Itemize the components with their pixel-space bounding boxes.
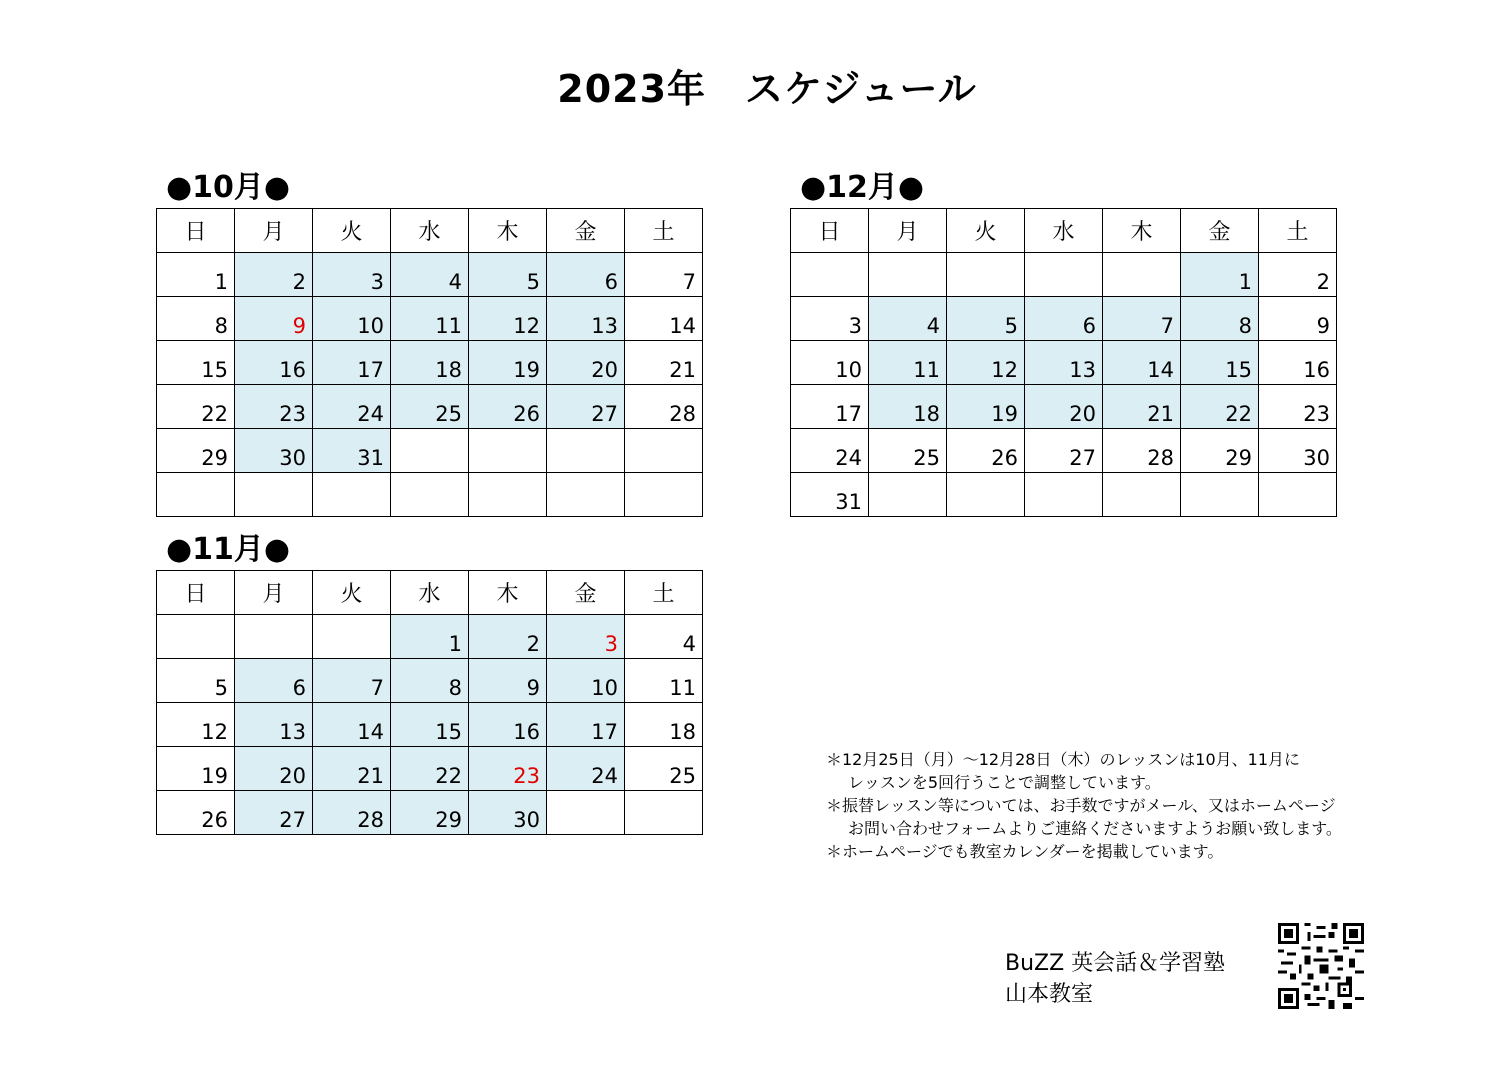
weekday-cell: 金: [547, 209, 625, 253]
weekday-cell: 木: [469, 209, 547, 253]
day-cell: 28: [1103, 429, 1181, 473]
day-cell: 10: [791, 341, 869, 385]
day-cell: [1103, 253, 1181, 297]
day-cell: 1: [1181, 253, 1259, 297]
day-cell: [547, 791, 625, 835]
weekday-cell: 土: [625, 209, 703, 253]
day-cell: 18: [391, 341, 469, 385]
note-line: レッスンを5回行うことで調整しています。: [848, 773, 1161, 792]
day-cell: 21: [625, 341, 703, 385]
month-label-october: ●10月●: [166, 170, 291, 205]
day-cell: 27: [547, 385, 625, 429]
day-cell: 30: [1259, 429, 1337, 473]
day-cell: 21: [313, 747, 391, 791]
day-cell: 15: [391, 703, 469, 747]
weekday-cell: 月: [869, 209, 947, 253]
day-cell: 16: [1259, 341, 1337, 385]
day-cell: 26: [469, 385, 547, 429]
day-cell: 27: [1025, 429, 1103, 473]
day-cell: 17: [791, 385, 869, 429]
day-cell: 26: [947, 429, 1025, 473]
day-cell: 18: [869, 385, 947, 429]
weekday-cell: 火: [313, 209, 391, 253]
day-cell: 2: [1259, 253, 1337, 297]
day-cell: 8: [1181, 297, 1259, 341]
week-row: [157, 253, 703, 297]
week-row: [791, 341, 1337, 385]
day-cell: 5: [469, 253, 547, 297]
day-cell: [625, 791, 703, 835]
weekday-header-row: [791, 209, 1337, 253]
notes: [826, 748, 1342, 863]
day-cell: 24: [547, 747, 625, 791]
day-cell: 26: [157, 791, 235, 835]
calendar-november: [156, 570, 703, 835]
week-row: [791, 385, 1337, 429]
week-row: [157, 341, 703, 385]
school-branch: 山本教室: [1005, 982, 1094, 1007]
day-cell: [947, 253, 1025, 297]
day-cell: [625, 429, 703, 473]
week-row: [157, 473, 703, 517]
week-row: [157, 615, 703, 659]
weekday-cell: 日: [157, 209, 235, 253]
week-row: [791, 253, 1337, 297]
note-line: ＊12月25日（月）～12月28日（木）のレッスンは10月、11月に: [826, 750, 1300, 769]
calendar-october: [156, 208, 703, 517]
day-cell: 31: [313, 429, 391, 473]
day-cell: [235, 473, 313, 517]
day-cell: 31: [791, 473, 869, 517]
weekday-header-row: [157, 209, 703, 253]
day-cell: 20: [1025, 385, 1103, 429]
day-cell: 1: [157, 253, 235, 297]
day-cell: 14: [1103, 341, 1181, 385]
day-cell: 10: [313, 297, 391, 341]
day-cell: 4: [391, 253, 469, 297]
day-cell: [1103, 473, 1181, 517]
day-cell: 1: [391, 615, 469, 659]
day-cell: 10: [547, 659, 625, 703]
day-cell: 18: [625, 703, 703, 747]
day-cell: 2: [469, 615, 547, 659]
school-name: BuZZ 英会話＆学習塾: [1005, 951, 1226, 976]
day-cell: 19: [157, 747, 235, 791]
day-cell: 12: [947, 341, 1025, 385]
day-cell: 22: [1181, 385, 1259, 429]
day-cell: 4: [869, 297, 947, 341]
day-cell: [947, 473, 1025, 517]
weekday-header-row: [157, 571, 703, 615]
day-cell: 28: [625, 385, 703, 429]
day-cell: [313, 615, 391, 659]
day-cell: 15: [1181, 341, 1259, 385]
day-cell: 7: [625, 253, 703, 297]
week-row: [157, 659, 703, 703]
weekday-cell: 木: [469, 571, 547, 615]
page-title: 2023年 スケジュール: [557, 67, 977, 111]
weekday-cell: 金: [1181, 209, 1259, 253]
day-cell: [469, 429, 547, 473]
day-cell: 3: [313, 253, 391, 297]
day-cell: 13: [1025, 341, 1103, 385]
weekday-cell: 水: [1025, 209, 1103, 253]
day-cell: [547, 473, 625, 517]
month-label-december: ●12月●: [800, 170, 925, 205]
day-cell: 24: [791, 429, 869, 473]
day-cell: [869, 473, 947, 517]
day-cell: 14: [313, 703, 391, 747]
day-cell: 29: [157, 429, 235, 473]
note-line: ＊振替レッスン等については、お手数ですがメール、又はホームページ: [826, 796, 1336, 815]
day-cell: [235, 615, 313, 659]
weekday-cell: 火: [313, 571, 391, 615]
note-line: ＊ホームページでも教室カレンダーを掲載しています。: [826, 842, 1224, 861]
day-cell: 28: [313, 791, 391, 835]
day-cell: [791, 253, 869, 297]
day-cell: [391, 473, 469, 517]
week-row: [791, 297, 1337, 341]
day-cell: [625, 473, 703, 517]
school-info: [1005, 948, 1225, 1010]
day-cell: 13: [547, 297, 625, 341]
day-cell: 19: [947, 385, 1025, 429]
day-cell: 16: [469, 703, 547, 747]
day-cell: [157, 615, 235, 659]
week-row: [791, 429, 1337, 473]
day-cell: 12: [157, 703, 235, 747]
day-cell: 27: [235, 791, 313, 835]
weekday-cell: 水: [391, 209, 469, 253]
day-cell: 23: [1259, 385, 1337, 429]
day-cell: 30: [469, 791, 547, 835]
day-cell: 15: [157, 341, 235, 385]
day-cell: 2: [235, 253, 313, 297]
day-cell: 11: [391, 297, 469, 341]
day-cell: 19: [469, 341, 547, 385]
day-cell: 29: [1181, 429, 1259, 473]
day-cell: 24: [313, 385, 391, 429]
day-cell: 13: [235, 703, 313, 747]
weekday-cell: 土: [625, 571, 703, 615]
day-cell: 11: [869, 341, 947, 385]
day-cell: 9: [235, 297, 313, 341]
day-cell: [469, 473, 547, 517]
day-cell: 6: [1025, 297, 1103, 341]
day-cell: 5: [157, 659, 235, 703]
weekday-cell: 木: [1103, 209, 1181, 253]
day-cell: 3: [547, 615, 625, 659]
day-cell: 16: [235, 341, 313, 385]
month-label-november: ●11月●: [166, 532, 291, 567]
qr-code-icon[interactable]: [1278, 922, 1364, 1010]
day-cell: 4: [625, 615, 703, 659]
weekday-cell: 日: [791, 209, 869, 253]
day-cell: 25: [869, 429, 947, 473]
day-cell: [1259, 473, 1337, 517]
day-cell: 25: [391, 385, 469, 429]
weekday-cell: 月: [235, 571, 313, 615]
note-line: お問い合わせフォームよりご連絡くださいますようお願い致します。: [848, 819, 1342, 838]
week-row: [157, 429, 703, 473]
weekday-cell: 月: [235, 209, 313, 253]
day-cell: [1181, 473, 1259, 517]
day-cell: 23: [469, 747, 547, 791]
day-cell: 9: [469, 659, 547, 703]
week-row: [157, 297, 703, 341]
day-cell: 7: [1103, 297, 1181, 341]
day-cell: 14: [625, 297, 703, 341]
weekday-cell: 日: [157, 571, 235, 615]
day-cell: 25: [625, 747, 703, 791]
day-cell: 3: [791, 297, 869, 341]
week-row: [157, 703, 703, 747]
day-cell: 6: [235, 659, 313, 703]
day-cell: [391, 429, 469, 473]
day-cell: 30: [235, 429, 313, 473]
weekday-cell: 金: [547, 571, 625, 615]
day-cell: 8: [391, 659, 469, 703]
day-cell: 20: [235, 747, 313, 791]
weekday-cell: 火: [947, 209, 1025, 253]
week-row: [157, 791, 703, 835]
week-row: [157, 385, 703, 429]
weekday-cell: 土: [1259, 209, 1337, 253]
day-cell: 8: [157, 297, 235, 341]
day-cell: [1025, 253, 1103, 297]
day-cell: 12: [469, 297, 547, 341]
day-cell: 23: [235, 385, 313, 429]
day-cell: 11: [625, 659, 703, 703]
day-cell: [157, 473, 235, 517]
day-cell: 29: [391, 791, 469, 835]
day-cell: [1025, 473, 1103, 517]
calendar-december: [790, 208, 1337, 517]
weekday-cell: 水: [391, 571, 469, 615]
day-cell: 6: [547, 253, 625, 297]
day-cell: 7: [313, 659, 391, 703]
day-cell: [869, 253, 947, 297]
day-cell: 9: [1259, 297, 1337, 341]
day-cell: 22: [391, 747, 469, 791]
day-cell: 5: [947, 297, 1025, 341]
day-cell: 21: [1103, 385, 1181, 429]
day-cell: [547, 429, 625, 473]
day-cell: 17: [547, 703, 625, 747]
day-cell: 17: [313, 341, 391, 385]
week-row: [791, 473, 1337, 517]
day-cell: [313, 473, 391, 517]
day-cell: 22: [157, 385, 235, 429]
week-row: [157, 747, 703, 791]
day-cell: 20: [547, 341, 625, 385]
